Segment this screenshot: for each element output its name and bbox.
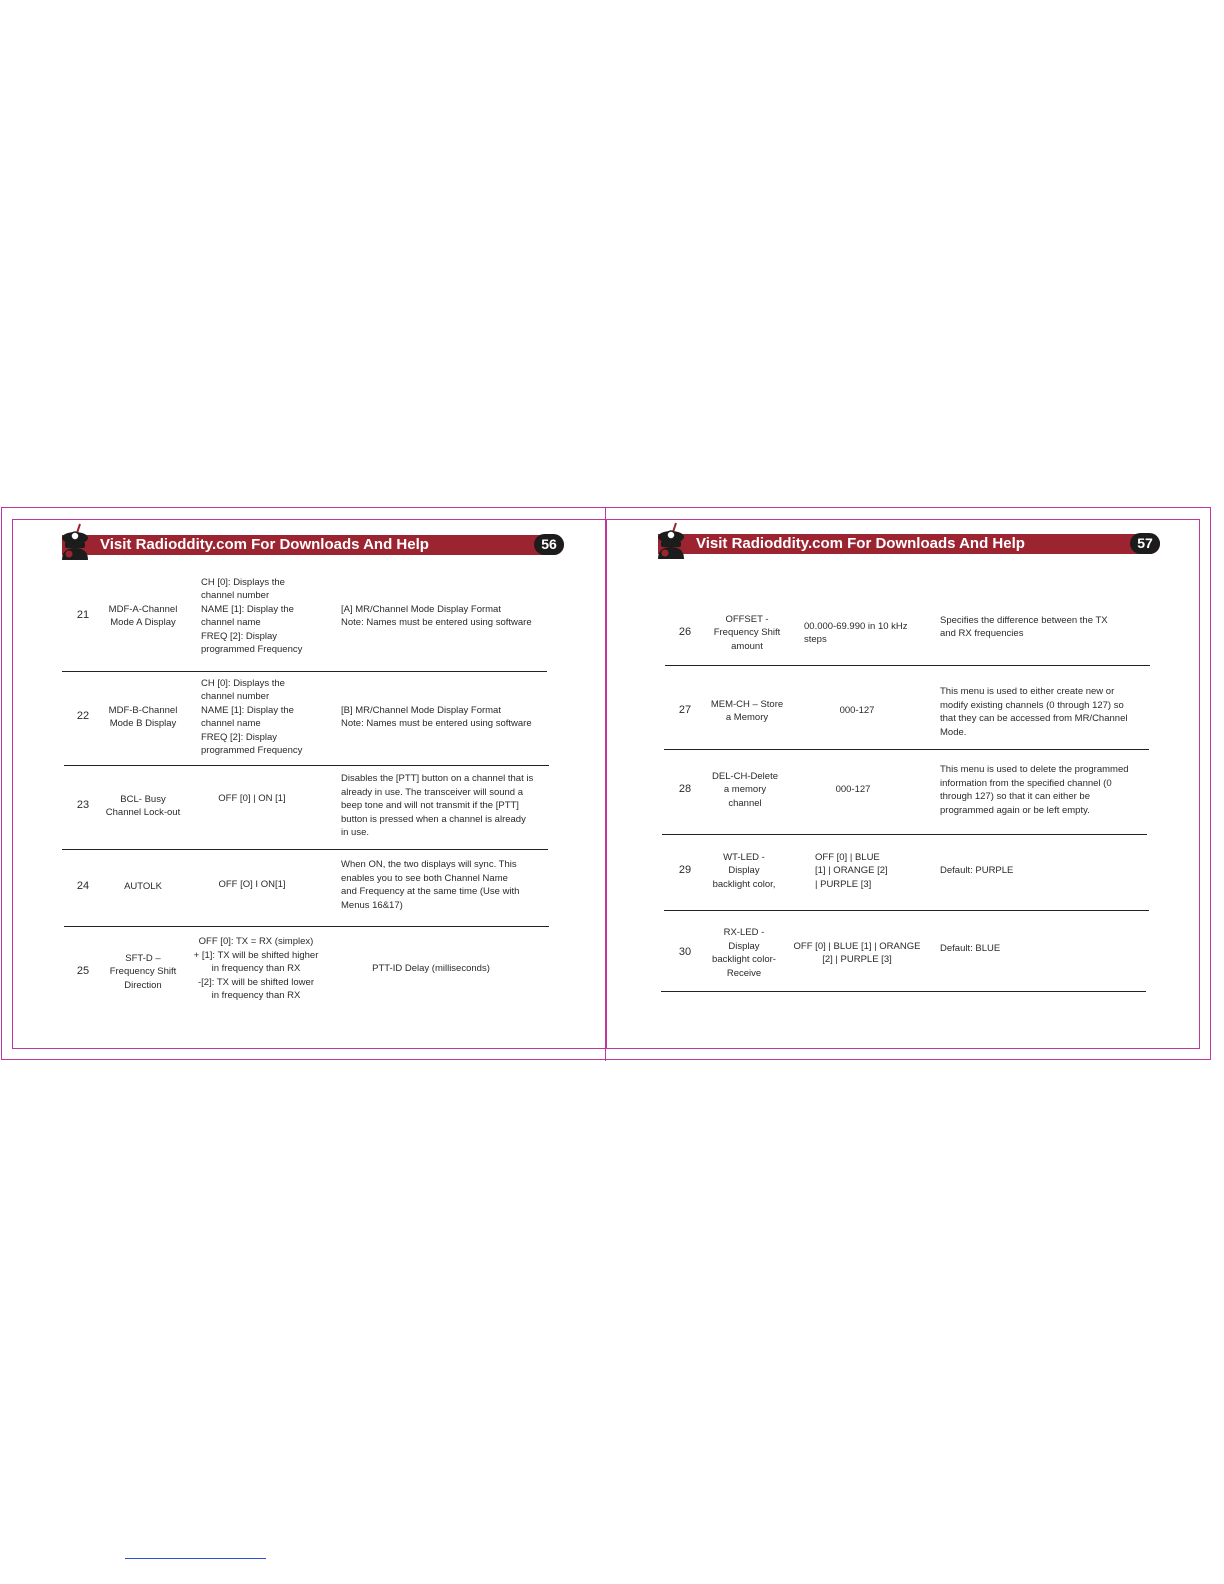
- menu-name: MEM-CH – Store a Memory: [710, 698, 784, 723]
- menu-options: CH [0]: Displays the channel number NAME [1]: Display the channel name FREQ [2]: Display programmed Frequency: [201, 677, 303, 756]
- menu-options: OFF [0]: TX = RX (simplex) + [1]: TX will be shifted higher in frequency than RX -[2]: TX will be shifted lower in frequency than RX: [193, 936, 319, 1002]
- left-header-title: Visit Radioddity.com For Downloads And Help: [100, 536, 429, 553]
- menu-number: 29: [678, 864, 692, 877]
- menu-options: OFF [0] | ON [1]: [218, 793, 286, 805]
- left-header-banner: [62, 535, 564, 555]
- footnote-separator: [125, 1558, 266, 1559]
- menu-name: RX-LED - Display backlight color- Receive: [712, 927, 776, 979]
- menu-options: CH [0]: Displays the channel number NAME [1]: Display the channel name FREQ [2]: Display programmed Frequency: [201, 576, 303, 655]
- right-header-banner: [658, 534, 1160, 554]
- menu-name: BCL- Busy Channel Lock-out: [105, 793, 181, 818]
- menu-number: 23: [76, 799, 90, 812]
- menu-number: 21: [76, 609, 90, 622]
- radio-mascot-icon: [654, 521, 688, 561]
- menu-name: MDF-B-Channel Mode B Display: [108, 704, 178, 729]
- menu-options: 00.000-69.990 in 10 kHz steps: [804, 620, 908, 645]
- menu-number: 26: [678, 626, 692, 639]
- menu-name: DEL-CH-Delete a memory channel: [712, 770, 778, 809]
- menu-description: Disables the [PTT] button on a channel that is already in use. The transceiver will sound a beep tone and will not transmit if the [PTT] button is pressed when a channel is already in use.: [341, 773, 534, 839]
- menu-description: [B] MR/Channel Mode Display Format Note: Names must be entered using software: [341, 704, 532, 729]
- row-divider: [64, 765, 549, 766]
- menu-name: MDF-A-Channel Mode A Display: [108, 603, 178, 628]
- menu-description: This menu is used to delete the programmed information from the specified channel (0 through 127) so that it can either be programmed again or be left empty.: [940, 764, 1129, 816]
- menu-options: 000-127: [835, 784, 871, 796]
- menu-name: WT-LED - Display backlight color,: [712, 851, 776, 890]
- menu-number: 24: [76, 880, 90, 893]
- menu-options: OFF [O] I ON[1]: [218, 879, 286, 891]
- radio-mascot-icon: [58, 522, 92, 562]
- row-divider: [665, 665, 1150, 666]
- menu-name: AUTOLK: [124, 881, 162, 893]
- left-page-number: 56: [534, 534, 564, 555]
- menu-options: OFF [0] | BLUE [1] | ORANGE [2] | PURPLE [3]: [793, 940, 921, 965]
- menu-description: When ON, the two displays will sync. This enables you to see both Channel Name and Frequency at the same time (Use with Menus 16&17): [341, 859, 520, 911]
- menu-number: 25: [76, 965, 90, 978]
- menu-name: OFFSET - Frequency Shift amount: [713, 613, 781, 652]
- right-page-number: 57: [1130, 533, 1160, 554]
- row-divider: [62, 849, 548, 850]
- menu-number: 30: [678, 946, 692, 959]
- row-divider: [64, 926, 549, 927]
- menu-description: This menu is used to either create new or modify existing channels (0 through 127) so that they can be accessed from MR/Channel Mode.: [940, 686, 1128, 738]
- menu-number: 28: [678, 783, 692, 796]
- menu-description: Specifies the difference between the TX and RX frequencies: [940, 614, 1108, 639]
- right-header-title: Visit Radioddity.com For Downloads And Help: [696, 535, 1025, 552]
- menu-options: 000-127: [839, 705, 875, 717]
- row-divider: [62, 671, 547, 672]
- menu-number: 22: [76, 710, 90, 723]
- menu-description: Default: BLUE: [940, 943, 1001, 955]
- row-divider: [664, 749, 1149, 750]
- row-divider: [664, 910, 1149, 911]
- row-divider: [661, 991, 1146, 992]
- menu-description: Default: PURPLE: [940, 865, 1014, 877]
- row-divider: [662, 834, 1147, 835]
- menu-name: SFT-D – Frequency Shift Direction: [109, 952, 177, 991]
- menu-options: OFF [0] | BLUE [1] | ORANGE [2] | PURPLE [3]: [815, 851, 888, 890]
- menu-description: PTT-ID Delay (milliseconds): [372, 963, 490, 975]
- menu-description: [A] MR/Channel Mode Display Format Note: Names must be entered using software: [341, 603, 532, 628]
- menu-number: 27: [678, 704, 692, 717]
